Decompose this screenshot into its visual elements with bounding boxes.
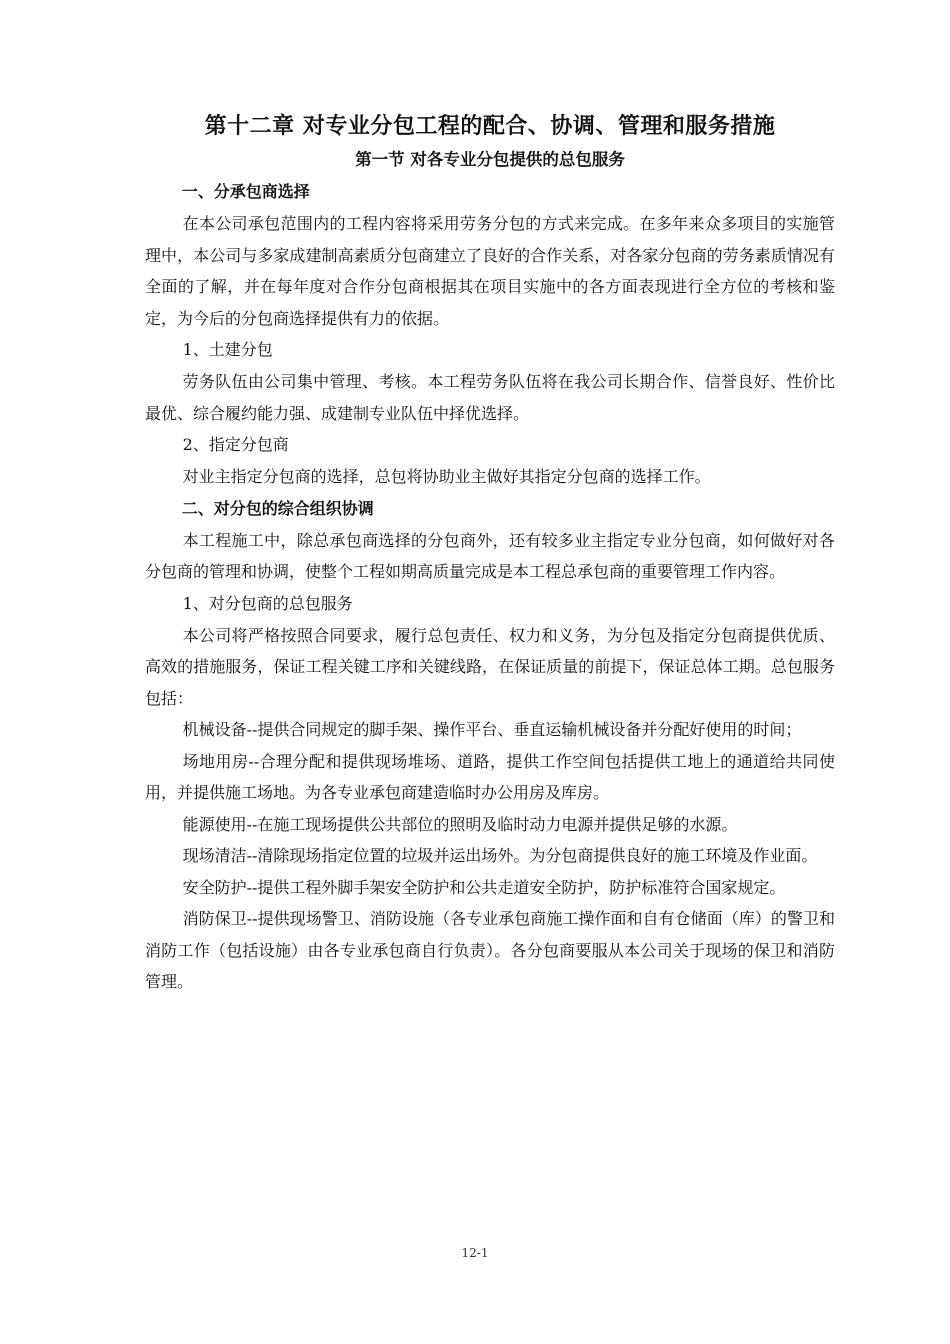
- subheading-civil-subcontract: 1、土建分包: [182, 340, 273, 359]
- paragraph-fire-security: 消防保卫--提供现场警卫、消防设施（各专业承包商施工操作面和自有仓储面（库）的警卫和消防工作（包括设施）由各专业承包商自行负责）。各分包商要服从本公司关于现场的保卫和消防管理。: [145, 909, 835, 991]
- paragraph-coordination-intro: 本工程施工中，除总承包商选择的分包商外，还有较多业主指定专业分包商，如何做好对各分包商的管理和协调，使整个工程如期高质量完成是本工程总承包商的重要管理工作内容。: [145, 530, 835, 581]
- paragraph-services-intro: 本公司将严格按照合同要求，履行总包责任、权力和义务，为分包及指定分包商提供优质、高效的措施服务，保证工程关键工序和关键线路，在保证质量的前提下，保证总体工期。总包服务包括：: [145, 625, 835, 708]
- heading-subcontractor-selection: 一、分承包商选择: [181, 182, 310, 201]
- subheading-general-services: 1、对分包商的总包服务: [182, 593, 353, 613]
- page-number: 12-1: [461, 1246, 489, 1260]
- paragraph-selection-intro: 在本公司承包范围内的工程内容将采用劳务分包的方式来完成。在多年来众多项目的实施管理中，本公司与多家成建制高素质分包商建立了良好的合作关系，对各家分包商的劳务素质情况有全面的了解，并在每年度对合作分包商根据其在项目实施中的各方面表现进行全方位的考核和鉴定，为今后的分包商选择提供有力的依据。: [145, 214, 835, 328]
- paragraph-energy: 能源使用--在施工现场提供公共部位的照明及临时动力电源并提供足够的水源。: [182, 814, 738, 834]
- paragraph-safety: 安全防护--提供工程外脚手架安全防护和公共走道安全防护，防护标准符合国家规定。: [182, 877, 786, 897]
- paragraph-cleaning: 现场清洁--清除现场指定位置的垃圾并运出场外。为分包商提供良好的施工环境及作业面。: [182, 846, 818, 865]
- document-body: [145, 110, 835, 998]
- paragraph-site-housing: 场地用房--合理分配和提供现场堆场、道路，提供工作空间包括提供工地上的通道给共同使用，并提供施工场地。为各专业承包商建造临时办公用房及库房。: [145, 751, 835, 802]
- subheading-designated-subcontractor: 2、指定分包商: [182, 435, 289, 454]
- paragraph-designated-selection: 对业主指定分包商的选择，总包将协助业主做好其指定分包商的选择工作。: [182, 467, 711, 486]
- chapter-title: 第十二章 对专业分包工程的配合、协调、管理和服务措施: [204, 114, 776, 139]
- section-title: 第一节 对各专业分包提供的总包服务: [355, 150, 625, 169]
- heading-coordination: 二、对分包的综合组织协调: [181, 498, 374, 518]
- paragraph-machinery: 机械设备--提供合同规定的脚手架、操作平台、垂直运输机械设备并分配好使用的时间；: [182, 720, 802, 739]
- paragraph-labor-team: 劳务队伍由公司集中管理、考核。本工程劳务队伍将在我公司长期合作、信誉良好、性价比最优、综合履约能力强、成建制专业队伍中择优选择。: [145, 372, 835, 423]
